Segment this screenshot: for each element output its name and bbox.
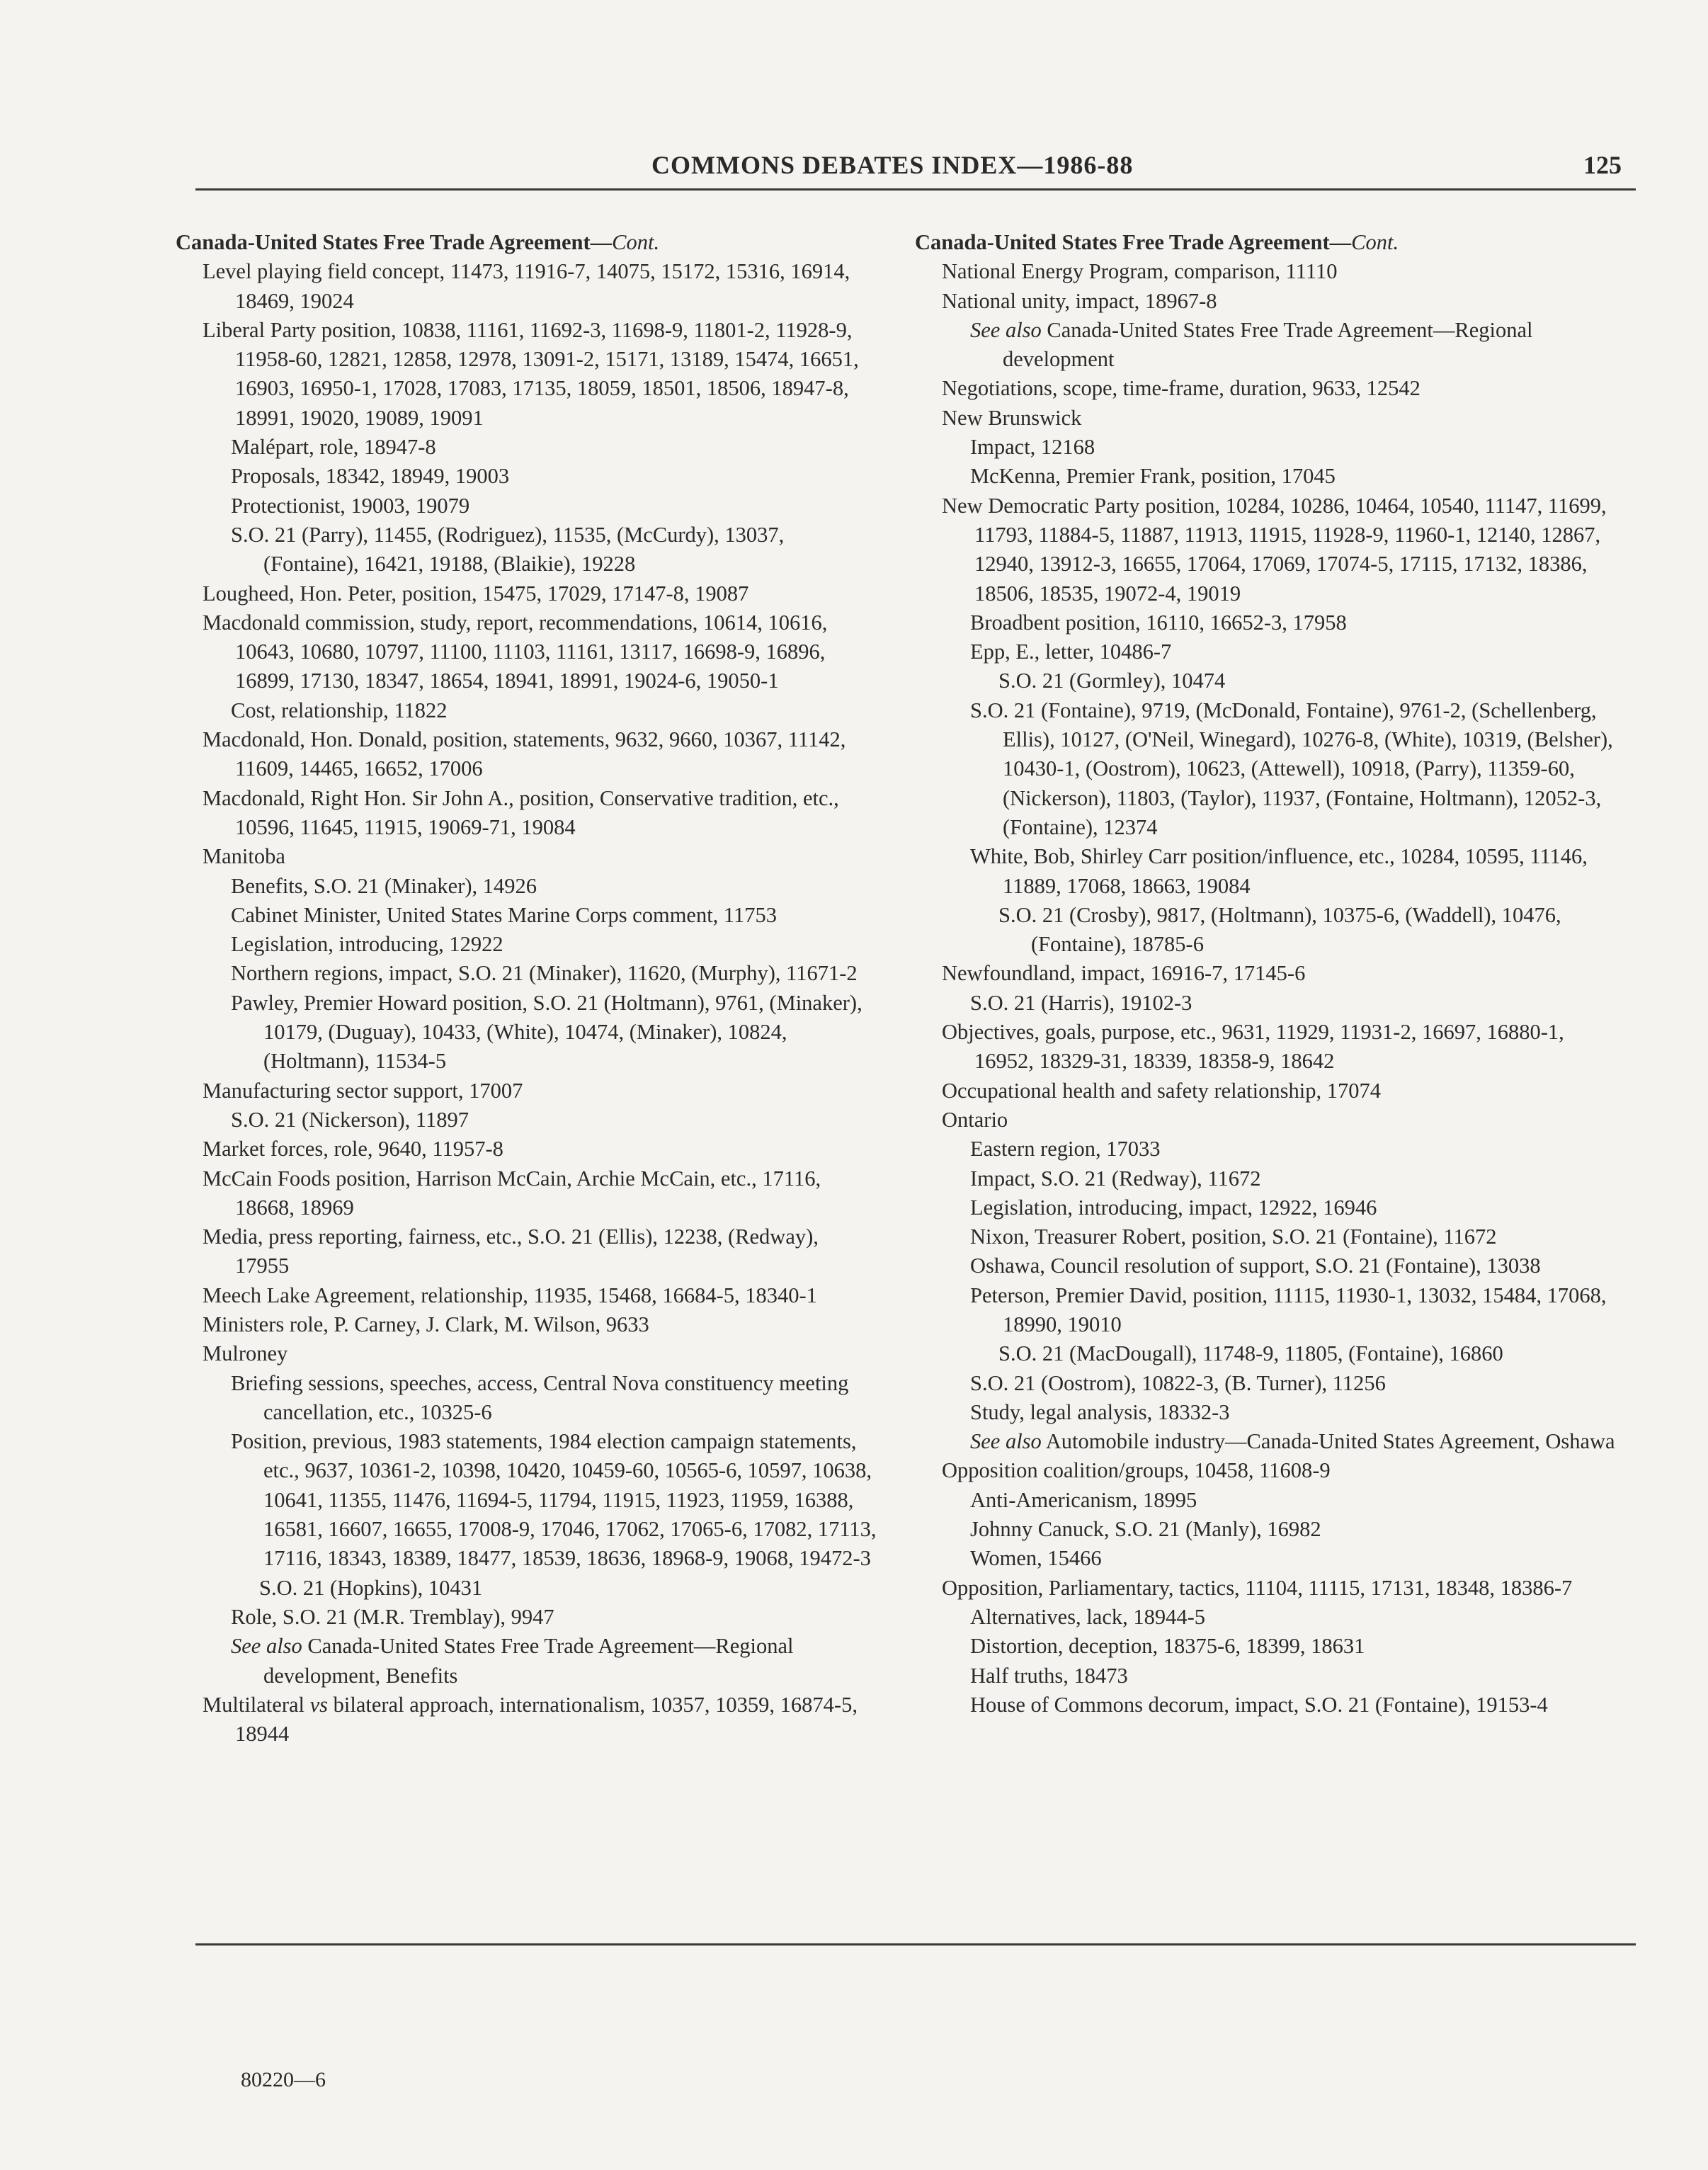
index-entry — [176, 872, 877, 901]
entry-text: S.O. 21 (Gormley), 10474 — [998, 669, 1226, 693]
index-entry — [176, 257, 877, 316]
index-entry — [915, 374, 1616, 403]
entry-text: Market forces, role, 9640, 11957-8 — [203, 1137, 503, 1161]
entry-text: Distortion, deception, 18375-6, 18399, 18631 — [970, 1634, 1365, 1659]
index-entry — [176, 1310, 877, 1339]
index-entry — [915, 666, 1616, 695]
entry-text: S.O. 21 (Oostrom), 10822-3, (B. Turner), 11256 — [970, 1370, 1386, 1395]
entry-text: Occupational health and safety relationship, 17074 — [942, 1078, 1381, 1103]
entry-text: Role, S.O. 21 (M.R. Tremblay), 9947 — [231, 1604, 554, 1629]
index-cross-reference — [176, 1632, 877, 1691]
entry-text: Canada-United States Free Trade Agreement—Regional development, Benefits — [263, 1634, 794, 1688]
index-entry — [176, 930, 877, 959]
index-entry — [176, 1691, 877, 1749]
entry-text: Broadbent position, 16110, 16652-3, 17958 — [970, 610, 1347, 635]
entry-text: Newfoundland, impact, 16916-7, 17145-6 — [942, 961, 1306, 986]
index-entry — [176, 608, 877, 696]
entry-text: Epp, E., letter, 10486-7 — [970, 640, 1172, 664]
entry-text: Level playing field concept, 11473, 11916-7, 14075, 15172, 15316, 16914, 18469, 19024 — [203, 259, 850, 313]
entry-text: Oshawa, Council resolution of support, S.O. 21 (Fontaine), 13038 — [970, 1254, 1541, 1278]
index-heading — [176, 228, 877, 257]
entry-text: Study, legal analysis, 18332-3 — [970, 1399, 1230, 1424]
entry-text: Manitoba — [203, 844, 285, 869]
index-entry — [915, 1632, 1616, 1661]
index-entry — [915, 1369, 1616, 1398]
index-entry — [915, 404, 1616, 433]
index-entry — [915, 1339, 1616, 1368]
entry-text: Briefing sessions, speeches, access, Central Nova constituency meeting cancellation, etc., 10325-6 — [231, 1370, 849, 1424]
index-entry — [915, 1281, 1616, 1340]
entry-text: Impact, 12168 — [970, 435, 1095, 460]
entry-text: Legislation, introducing, 12922 — [231, 932, 503, 957]
entry-text: McCain Foods position, Harrison McCain, Archie McCain, etc., 17116, 18668, 18969 — [203, 1166, 821, 1220]
index-entry — [176, 1106, 877, 1135]
entry-text: Impact, S.O. 21 (Redway), 11672 — [970, 1166, 1261, 1191]
entry-text: Proposals, 18342, 18949, 19003 — [231, 464, 510, 489]
entry-text: S.O. 21 (Nickerson), 11897 — [231, 1107, 469, 1132]
entry-text: Macdonald, Right Hon. Sir John A., position, Conservative tradition, etc., 10596, 11645, 11915, 19069-71, 19084 — [203, 785, 839, 839]
entry-text: Eastern region, 17033 — [970, 1137, 1161, 1161]
entry-text: Ministers role, P. Carney, J. Clark, M. Wilson, 9633 — [203, 1312, 649, 1336]
index-entry — [915, 1544, 1616, 1573]
entry-text: Peterson, Premier David, position, 11115, 11930-1, 13032, 15484, 17068, 18990, 19010 — [970, 1283, 1607, 1336]
entry-text: bilateral approach, internationalism, 10357, 10359, 16874-5, 18944 — [235, 1692, 858, 1746]
entry-text: S.O. 21 (Crosby), 9817, (Holtmann), 10375-6, (Waddell), 10476, (Fontaine), 18785-6 — [998, 902, 1561, 957]
index-entry — [915, 696, 1616, 842]
page-number: 125 — [1583, 151, 1622, 179]
index-entry — [915, 959, 1616, 988]
entry-text: Cabinet Minister, United States Marine Corps comment, 11753 — [231, 902, 778, 927]
running-head-title: COMMONS DEBATES INDEX—1986-88 — [651, 151, 1134, 179]
index-entry — [176, 1077, 877, 1106]
entry-text-prefix: Multilateral — [203, 1692, 310, 1717]
entry-text: Nixon, Treasurer Robert, position, S.O. 21 (Fontaine), 11672 — [970, 1225, 1497, 1249]
index-entry — [915, 492, 1616, 608]
index-entry — [176, 1222, 877, 1281]
index-entry — [915, 1515, 1616, 1544]
entry-text: Opposition coalition/groups, 10458, 11608-9 — [942, 1458, 1331, 1483]
entry-text: Pawley, Premier Howard position, S.O. 21 (Holtmann), 9761, (Minaker), 10179, (Duguay), 10433, (White), 10474, (Minaker), 10824, (Holtmann), 11534-5 — [231, 990, 862, 1074]
header-rule — [195, 188, 1636, 191]
continued-label: Cont. — [1351, 230, 1399, 254]
see-also-label: See also — [970, 317, 1042, 342]
index-entry — [915, 1603, 1616, 1632]
entry-text: Benefits, S.O. 21 (Minaker), 14926 — [231, 873, 537, 898]
index-entry — [176, 579, 877, 608]
index-entry — [176, 1281, 877, 1310]
footer-code: 80220—6 — [241, 2068, 326, 2091]
index-heading — [915, 228, 1616, 257]
index-entry — [915, 1456, 1616, 1485]
entry-text: S.O. 21 (MacDougall), 11748-9, 11805, (Fontaine), 16860 — [998, 1341, 1503, 1366]
index-column-right — [915, 228, 1616, 1720]
index-entry — [176, 784, 877, 843]
entry-text: Northern regions, impact, S.O. 21 (Minaker), 11620, (Murphy), 11671-2 — [231, 961, 858, 986]
continued-label: Cont. — [612, 230, 660, 254]
index-entry — [915, 1251, 1616, 1280]
entry-text: McKenna, Premier Frank, position, 17045 — [970, 464, 1336, 489]
entry-text: Malépart, role, 18947-8 — [231, 435, 436, 460]
entry-text: S.O. 21 (Harris), 19102-3 — [970, 990, 1192, 1015]
index-entry — [915, 1135, 1616, 1164]
entry-text: Meech Lake Agreement, relationship, 11935, 15468, 16684-5, 18340-1 — [203, 1283, 817, 1307]
index-entry — [176, 492, 877, 521]
entry-text: Negotiations, scope, time-frame, duration, 9633, 12542 — [942, 376, 1421, 401]
index-entry — [176, 989, 877, 1077]
entry-text: Anti-Americanism, 18995 — [970, 1487, 1197, 1512]
index-entry — [176, 1135, 877, 1164]
entry-text: Opposition, Parliamentary, tactics, 11104, 11115, 17131, 18348, 18386-7 — [942, 1575, 1573, 1600]
index-entry — [915, 608, 1616, 637]
index-entry — [176, 1427, 877, 1573]
index-entry — [176, 1603, 877, 1632]
index-entry — [915, 1398, 1616, 1427]
entry-text: Macdonald commission, study, report, recommendations, 10614, 10616, 10643, 10680, 10797, 11100, 11103, 11161, 13117, 16698-9, 16896, 16899, 17130, 18347, 18654, 18941, 18991, 19024-6, 19050-1 — [203, 610, 828, 693]
index-entry — [176, 316, 877, 433]
index-entry — [915, 1661, 1616, 1691]
index-entry — [915, 462, 1616, 491]
index-entry — [915, 287, 1616, 316]
index-entry — [915, 1018, 1616, 1077]
entry-text: New Brunswick — [942, 405, 1082, 430]
entry-text: Cost, relationship, 11822 — [231, 698, 448, 722]
entry-text: Liberal Party position, 10838, 11161, 11692-3, 11698-9, 11801-2, 11928-9, 11958-60, 12821, 12858, 12978, 13091-2, 15171, 13189, 15474, 16651, 16903, 16950-1, 17028, 17083, 17135, 18059, 18501, 18506, 18947-8, 18991, 19020, 19089, 19091 — [203, 317, 859, 430]
entry-text: National unity, impact, 18967-8 — [942, 288, 1217, 313]
index-entry — [915, 257, 1616, 286]
entry-text: Canada-United States Free Trade Agreement—Regional development — [1003, 317, 1533, 372]
see-also-label: See also — [970, 1429, 1042, 1454]
index-entry — [176, 725, 877, 784]
entry-text: White, Bob, Shirley Carr position/influence, etc., 10284, 10595, 11146, 11889, 17068, 18663, 19084 — [970, 844, 1588, 898]
index-entry — [176, 462, 877, 491]
entry-text: Objectives, goals, purpose, etc., 9631, 11929, 11931-2, 16697, 16880-1, 16952, 18329-31, 18339, 18358-9, 18642 — [942, 1020, 1564, 1074]
index-cross-reference — [915, 1427, 1616, 1456]
entry-text: Johnny Canuck, S.O. 21 (Manly), 16982 — [970, 1517, 1321, 1542]
index-entry — [176, 1369, 877, 1428]
index-cross-reference — [915, 316, 1616, 375]
index-entry — [176, 842, 877, 871]
entry-text: Mulroney — [203, 1341, 288, 1366]
index-entry — [176, 433, 877, 462]
entry-text: S.O. 21 (Parry), 11455, (Rodriguez), 11535, (McCurdy), 13037, (Fontaine), 16421, 19188, (Blaikie), 19228 — [231, 522, 785, 576]
entry-text: Media, press reporting, fairness, etc., S.O. 21 (Ellis), 12238, (Redway), 17955 — [203, 1225, 819, 1278]
entry-text: Canada-United States Free Trade Agreement— — [176, 230, 613, 254]
index-entry — [176, 1574, 877, 1603]
entry-text: House of Commons decorum, impact, S.O. 21 (Fontaine), 19153-4 — [970, 1692, 1548, 1717]
index-entry — [915, 637, 1616, 666]
entry-text: S.O. 21 (Fontaine), 9719, (McDonald, Fontaine), 9761-2, (Schellenberg, Ellis), 10127, (O'Neil, Winegard), 10276-8, (White), 10319, (Belsher), 10430-1, (Oostrom), 10623, (Attewell), 10918, (Parry), 11359-60, (Nickerson), 11803, (Taylor), 11937, (Fontaine, Holtmann), 12052-3, (Fontaine), 12374 — [970, 698, 1613, 839]
index-column-left — [176, 228, 877, 1749]
index-entry — [176, 696, 877, 725]
index-entry — [176, 959, 877, 988]
see-also-label: See also — [231, 1634, 302, 1659]
entry-text: Women, 15466 — [970, 1546, 1102, 1571]
index-entry — [915, 1077, 1616, 1106]
index-entry — [915, 842, 1616, 901]
entry-text: Position, previous, 1983 statements, 1984 election campaign statements, etc., 9637, 10361-2, 10398, 10420, 10459-60, 10565-6, 10597, 10638, 10641, 11355, 11476, 11694-5, 11794, 11915, 11923, 11959, 16388, 16581, 16607, 16655, 17008-9, 17046, 17062, 17065-6, 17082, 17113, 17116, 18343, 18389, 18477, 18539, 18636, 18968-9, 19068, 19472-3 — [231, 1429, 877, 1571]
entry-text: Alternatives, lack, 18944-5 — [970, 1604, 1206, 1629]
index-entry — [176, 1339, 877, 1368]
index-entry — [915, 433, 1616, 462]
index-entry — [176, 901, 877, 930]
index-entry — [915, 1222, 1616, 1251]
entry-text: Lougheed, Hon. Peter, position, 15475, 17029, 17147-8, 19087 — [203, 581, 749, 606]
entry-text: Canada-United States Free Trade Agreement— — [915, 230, 1352, 254]
index-entry — [915, 1574, 1616, 1603]
entry-italic: vs — [309, 1692, 329, 1717]
index-entry — [176, 1164, 877, 1223]
entry-text: S.O. 21 (Hopkins), 10431 — [259, 1575, 483, 1600]
index-entry — [176, 521, 877, 579]
entry-text: Ontario — [942, 1107, 1008, 1132]
index-entry — [915, 1193, 1616, 1222]
index-entry — [915, 1106, 1616, 1135]
entry-text: New Democratic Party position, 10284, 10286, 10464, 10540, 11147, 11699, 11793, 11884-5, 11887, 11913, 11915, 11928-9, 11960-1, 12140, 12867, 12940, 13912-3, 16655, 17064, 17069, 17074-5, 17115, 17132, 18386, 18506, 18535, 19072-4, 19019 — [942, 493, 1607, 606]
index-entry — [915, 1691, 1616, 1720]
entry-text: Legislation, introducing, impact, 12922, 16946 — [970, 1195, 1377, 1220]
entry-text: Half truths, 18473 — [970, 1663, 1128, 1688]
entry-text: Protectionist, 19003, 19079 — [231, 493, 470, 518]
index-entry — [915, 901, 1616, 960]
entry-text: National Energy Program, comparison, 11110 — [942, 259, 1338, 284]
entry-text: Manufacturing sector support, 17007 — [203, 1078, 523, 1103]
entry-text: Automobile industry—Canada-United States Agreement, Oshawa — [1041, 1429, 1615, 1454]
index-entry — [915, 1486, 1616, 1515]
index-entry — [915, 1164, 1616, 1193]
index-entry — [915, 989, 1616, 1018]
entry-text: Macdonald, Hon. Donald, position, statements, 9632, 9660, 10367, 11142, 11609, 14465, 16652, 17006 — [203, 727, 846, 781]
footer-rule — [195, 1943, 1636, 1945]
